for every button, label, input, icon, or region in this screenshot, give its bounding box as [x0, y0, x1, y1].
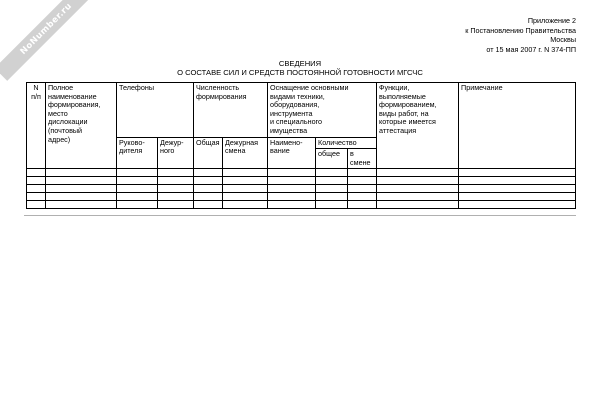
table-cell	[348, 201, 377, 209]
table-cell	[459, 201, 576, 209]
table-cell	[194, 169, 223, 177]
table-cell	[194, 185, 223, 193]
table-cell	[194, 177, 223, 185]
header-strength-duty: Дежурная смена	[223, 137, 268, 169]
header-phones: Телефоны	[117, 83, 194, 138]
table-cell	[27, 185, 46, 193]
table-cell	[316, 185, 348, 193]
table-cell	[268, 169, 316, 177]
table-cell	[377, 185, 459, 193]
table-cell	[268, 201, 316, 209]
table-cell	[46, 193, 117, 201]
table-cell	[348, 185, 377, 193]
header-quantity-total: общее	[316, 149, 348, 169]
table-cell	[348, 193, 377, 201]
table-cell	[223, 201, 268, 209]
table-cell	[158, 193, 194, 201]
appendix-line: Приложение 2	[527, 16, 576, 25]
header-phone-duty: Дежур- ного	[158, 137, 194, 169]
table-cell	[158, 201, 194, 209]
table-row	[27, 185, 576, 193]
header-number: N п/п	[27, 83, 46, 169]
table-cell	[46, 185, 117, 193]
table-cell	[194, 193, 223, 201]
table-cell	[27, 193, 46, 201]
table-cell	[459, 193, 576, 201]
table-cell	[223, 169, 268, 177]
header-strength: Численность формирования	[194, 83, 268, 138]
watermark-stamp: NoNumber.ru	[0, 0, 98, 81]
table-cell	[158, 177, 194, 185]
table-cell	[377, 193, 459, 201]
header-functions: Функции, выполняемые формированием, виды работ, на которые имеется аттестация	[377, 83, 459, 169]
appendix-line: Москвы	[550, 35, 576, 45]
table-cell	[223, 177, 268, 185]
table-cell	[223, 185, 268, 193]
table-cell	[46, 177, 117, 185]
table-cell	[377, 177, 459, 185]
table-cell	[158, 169, 194, 177]
table-cell	[117, 177, 158, 185]
header-quantity-shift: в смене	[348, 149, 377, 169]
table-cell	[268, 177, 316, 185]
table-cell	[117, 185, 158, 193]
table-cell	[348, 177, 377, 185]
table-cell	[46, 169, 117, 177]
table-cell	[194, 201, 223, 209]
table-cell	[316, 169, 348, 177]
table-row	[27, 169, 576, 177]
table-cell	[27, 169, 46, 177]
table-cell	[117, 201, 158, 209]
table-cell	[27, 177, 46, 185]
table-cell	[316, 177, 348, 185]
table-cell	[377, 169, 459, 177]
table-cell	[46, 201, 117, 209]
table-cell	[223, 193, 268, 201]
header-equipment-name: Наимено- вание	[268, 137, 316, 169]
table-row	[27, 177, 576, 185]
table-cell	[377, 201, 459, 209]
table-cell	[117, 169, 158, 177]
appendix-line: к Постановлению Правительства	[465, 25, 576, 35]
appendix-line: от 15 мая 2007 г. N 374-ПП	[486, 44, 576, 54]
table-cell	[316, 193, 348, 201]
appendix-reference	[465, 16, 576, 54]
header-phone-head: Руково- дителя	[117, 137, 158, 169]
table-row	[27, 201, 576, 209]
header-notes: Примечание	[459, 83, 576, 169]
header-strength-total: Общая	[194, 137, 223, 169]
forces-table	[26, 82, 576, 209]
header-equipment: Оснащение основными видами техники, оборудования, инструмента и специального имущества	[268, 83, 377, 138]
table-cell	[348, 169, 377, 177]
document-title: СВЕДЕНИЯ	[278, 59, 322, 68]
table-cell	[459, 185, 576, 193]
header-quantity: Количество	[316, 137, 377, 149]
table-cell	[117, 193, 158, 201]
table-cell	[268, 185, 316, 193]
header-name: Полное наименование формирования, место дислокации (почтовый адрес)	[46, 83, 117, 169]
table-cell	[459, 177, 576, 185]
table-cell	[27, 201, 46, 209]
page-divider	[24, 215, 576, 216]
table-cell	[316, 201, 348, 209]
table-cell	[459, 169, 576, 177]
document-subtitle: О СОСТАВЕ СИЛ И СРЕДСТВ ПОСТОЯННОЙ ГОТОВНОСТИ МГСЧС	[177, 68, 423, 77]
table-cell	[268, 193, 316, 201]
table-cell	[158, 185, 194, 193]
table-row	[27, 193, 576, 201]
